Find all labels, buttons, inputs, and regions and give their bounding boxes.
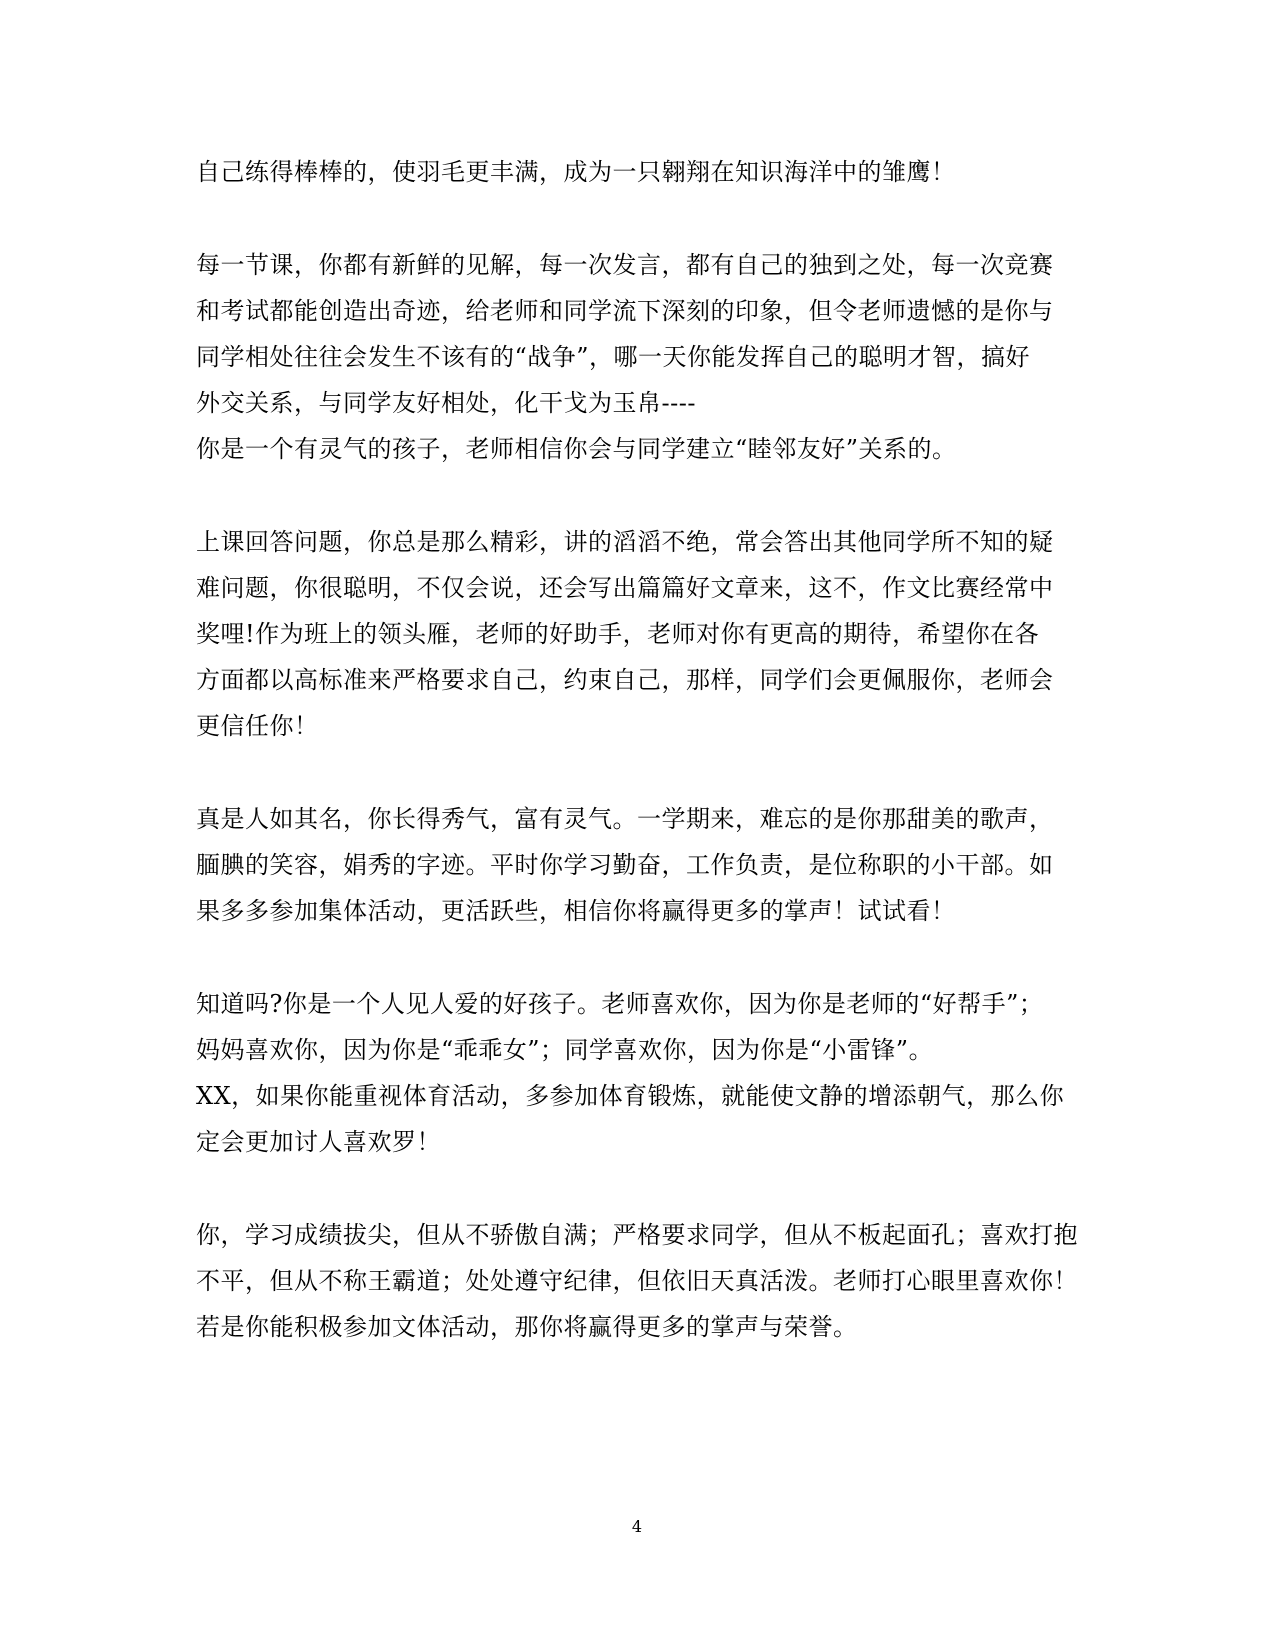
paragraph-3-line-2: 难问题，你很聪明，不仅会说，还会写出篇篇好文章来，这不，作文比赛经常中 (196, 574, 1054, 602)
paragraph-6-line-1: 你，学习成绩拔尖，但从不骄傲自满；严格要求同学，但从不板起面孔；喜欢打抱 (196, 1221, 1078, 1249)
paragraph-3-line-1: 上课回答问题，你总是那么精彩，讲的滔滔不绝，常会答出其他同学所不知的疑 (196, 528, 1054, 556)
paragraph-2-line-5: 你是一个有灵气的孩子，老师相信你会与同学建立“睦邻友好”关系的。 (196, 435, 957, 463)
page-number: 4 (631, 1517, 643, 1536)
paragraph-2-line-3: 同学相处往往会发生不该有的“战争”，哪一天你能发挥自己的聪明才智，搞好 (196, 343, 1031, 371)
paragraph-2-line-1: 每一节课，你都有新鲜的见解，每一次发言，都有自己的独到之处，每一次竞赛 (196, 251, 1054, 279)
paragraph-1-line-1: 自己练得棒棒的，使羽毛更丰满，成为一只翱翔在知识海洋中的雏鹰！ (196, 158, 956, 186)
paragraph-2-line-2: 和考试都能创造出奇迹，给老师和同学流下深刻的印象，但令老师遗憾的是你与 (196, 297, 1054, 325)
paragraph-5-line-3: XX，如果你能重视体育活动，多参加体育锻炼，就能使文静的增添朝气，那么你 (196, 1082, 1065, 1110)
paragraph-5-line-4: 定会更加讨人喜欢罗！ (196, 1128, 441, 1156)
paragraph-5-line-1: 知道吗?你是一个人见人爱的好孩子。老师喜欢你，因为你是老师的“好帮手”； (196, 990, 1044, 1018)
paragraph-6-line-2: 不平，但从不称王霸道；处处遵守纪律，但依旧天真活泼。老师打心眼里喜欢你！ (196, 1267, 1078, 1295)
paragraph-4-line-2: 腼腆的笑容，娟秀的字迹。平时你学习勤奋，工作负责，是位称职的小干部。如 (196, 851, 1054, 879)
paragraph-2-line-4: 外交关系，与同学友好相处，化干戈为玉帛---- (196, 389, 696, 417)
paragraph-6-line-3: 若是你能积极参加文体活动，那你将赢得更多的掌声与荣誉。 (196, 1313, 858, 1341)
paragraph-5-line-2: 妈妈喜欢你，因为你是“乖乖女”；同学喜欢你，因为你是“小雷锋”。 (196, 1036, 934, 1064)
paragraph-4-line-3: 果多多参加集体活动，更活跃些，相信你将赢得更多的掌声！试试看！ (196, 897, 956, 925)
paragraph-4-line-1: 真是人如其名，你长得秀气，富有灵气。一学期来，难忘的是你那甜美的歌声， (196, 805, 1054, 833)
paragraph-3-line-4: 方面都以高标准来严格要求自己，约束自己，那样，同学们会更佩服你，老师会 (196, 666, 1054, 694)
paragraph-3-line-3: 奖哩!作为班上的领头雁，老师的好助手，老师对你有更高的期待，希望你在各 (196, 620, 1040, 648)
paragraph-3-line-5: 更信任你！ (196, 712, 319, 740)
